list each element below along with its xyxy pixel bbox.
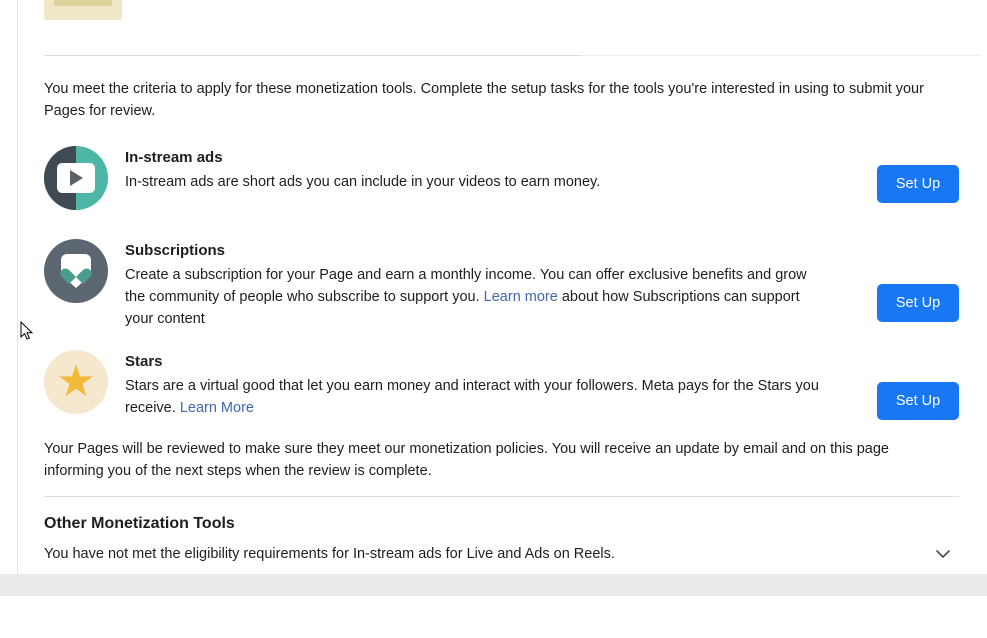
set-up-button-subscriptions[interactable]: Set Up [877,284,959,322]
divider [44,55,581,56]
learn-more-link-stars[interactable]: Learn More [179,400,254,416]
tool-body [125,352,825,419]
other-monetization-tools-subtitle: You have not met the eligibility requirements for In-stream ads for Live and Ads on Reels. [44,546,615,562]
tool-title: Subscriptions [125,242,226,259]
video-play-icon-triangle [70,170,83,186]
shield-heart-icon-heart [66,262,86,280]
tool-body [125,148,825,193]
other-monetization-tools-section[interactable] [44,513,959,564]
intro-text: You meet the criteria to apply for these monetization tools. Complete the setup tasks for the tools you're interested in using to submit your Pages for review. [44,81,924,119]
tool-description: In-stream ads are short ads you can include in your videos to earn money. [125,174,601,190]
tool-description-part1: Stars are a virtual good that let you earn money and interact with your followers. Meta pays for the Stars you receive. [125,378,819,416]
learn-more-link-subscriptions[interactable]: Learn more [483,289,558,305]
top-partial-card [19,0,987,58]
star-icon-glyph: ★ [56,357,96,406]
shield-heart-icon [44,239,108,303]
set-up-button-stars[interactable]: Set Up [877,382,959,420]
divider [44,496,959,497]
thumbnail-band [54,0,112,6]
tool-description [125,375,825,419]
tool-title: Stars [125,353,163,370]
tool-description [125,264,825,330]
tool-body [125,241,825,330]
chevron-down-icon[interactable] [932,543,954,565]
tool-description-part2: about how Subscriptions can support your content [125,289,800,327]
tool-title: In-stream ads [125,149,223,166]
video-play-icon [44,146,108,210]
star-icon [44,350,108,414]
monetization-content [19,58,987,638]
divider [581,55,981,56]
review-note: Your Pages will be reviewed to make sure they meet our monetization policies. You will receive an update by email and on this page informing you of the next steps when the review is complete. [44,441,889,479]
thumbnail-image [44,0,122,20]
bottom-status-bar [0,574,987,596]
other-monetization-tools-title: Other Monetization Tools [44,515,235,532]
set-up-button-in-stream-ads[interactable]: Set Up [877,165,959,203]
tool-description-part1: Create a subscription for your Page and earn a monthly income. You can offer exclusive benefits and grow the community of people who subscribe to support you. [125,267,807,305]
page-left-gutter [0,0,18,596]
